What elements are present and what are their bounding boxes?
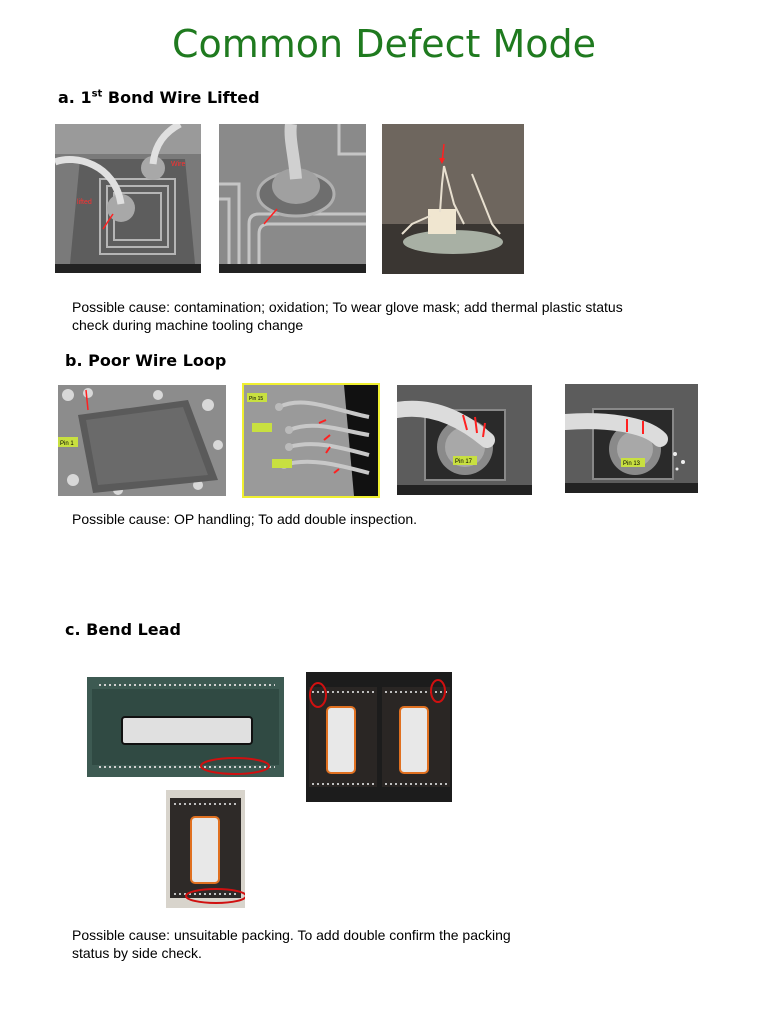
photo-bend-lead-2: [306, 672, 452, 802]
sem-photo-wire-loop-3: [397, 385, 532, 495]
page-title: Common Defect Mode: [171, 22, 597, 66]
section-a-prefix: a.: [58, 88, 75, 107]
section-c-heading: c. Bend Lead: [65, 620, 181, 639]
sem-photo-wire-loop-2: [242, 383, 380, 498]
photo-bend-lead-1: [87, 677, 284, 777]
section-c-cause-line1: Possible cause: unsuitable packing. To add double confirm the packing: [72, 927, 511, 943]
section-a-heading: [58, 88, 260, 107]
label-lifted: lifted: [77, 199, 92, 206]
section-a-cause-line1: Possible cause: contamination; oxidation; To wear glove mask; add thermal plastic status: [72, 299, 623, 315]
section-a-cause: [72, 298, 623, 334]
section-c-cause: [72, 926, 511, 962]
pin-label-1: Pin 1: [60, 441, 74, 447]
sem-photo-lifted-bond-2: [219, 124, 366, 273]
label-wire: Wire: [171, 161, 186, 168]
section-a-number: 1: [80, 88, 92, 107]
pin-label-13: Pin 13: [623, 461, 641, 467]
sem-photo-wire-loop-4: [565, 384, 698, 493]
section-b-heading: b. Poor Wire Loop: [65, 351, 227, 370]
section-a-cause-line2: check during machine tooling change: [72, 317, 304, 333]
sem-photo-lifted-bond-1: [55, 124, 201, 273]
section-a-ordinal: st: [91, 88, 103, 100]
pin-label-15: Pin 15: [249, 396, 264, 402]
optical-photo-lifted-wire: [382, 124, 524, 274]
section-a-title: Bond Wire Lifted: [107, 88, 260, 107]
section-c-cause-line2: status by side check.: [72, 945, 202, 961]
section-b-cause: Possible cause: OP handling; To add double inspection.: [72, 511, 418, 527]
pin-label-17: Pin 17: [455, 459, 473, 465]
sem-photo-wire-loop-1: [58, 385, 226, 496]
photo-bend-lead-3: [166, 790, 245, 908]
